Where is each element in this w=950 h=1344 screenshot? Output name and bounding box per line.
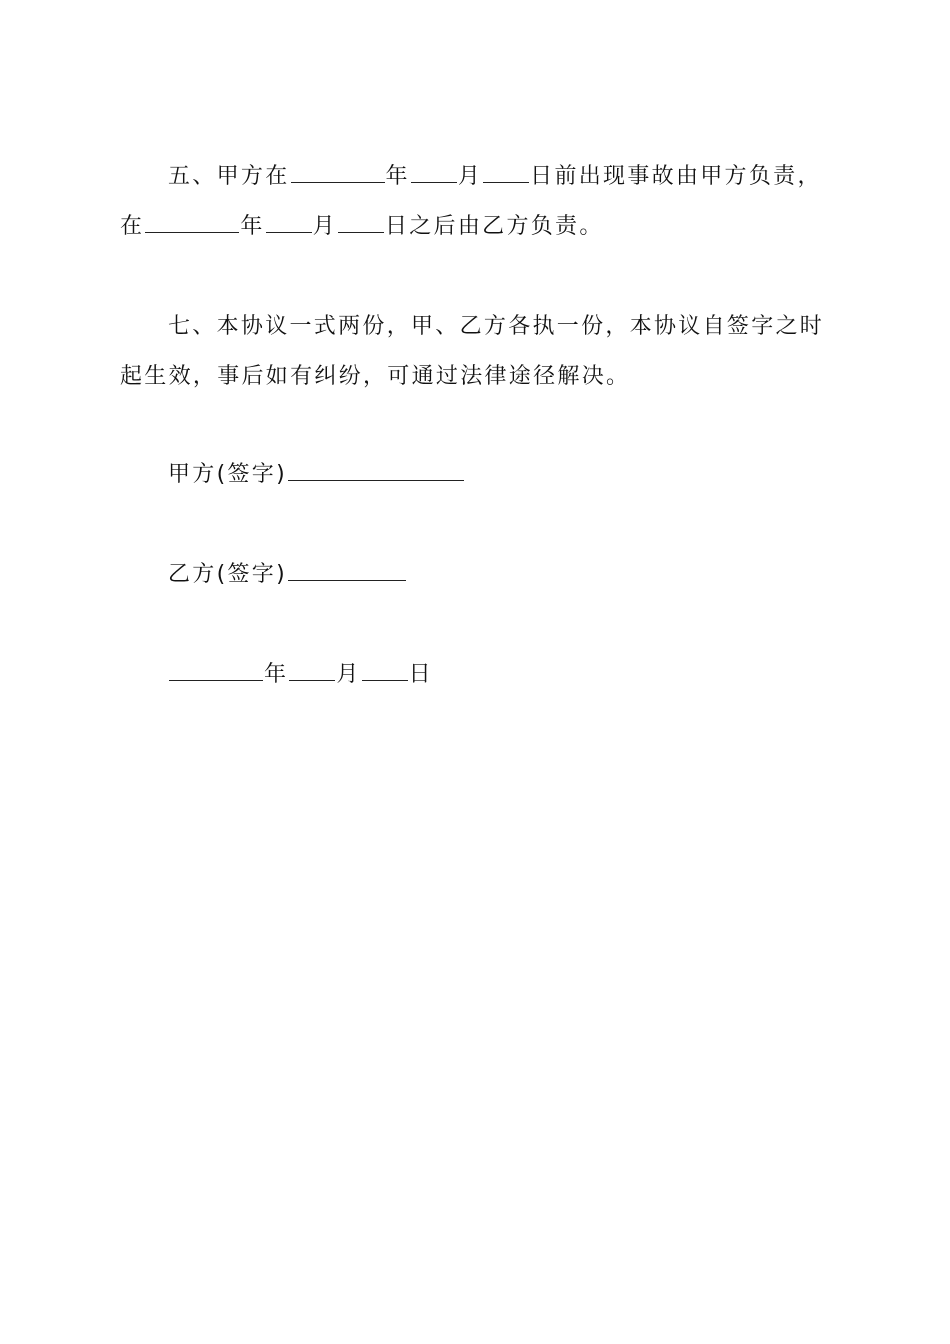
party-a-signature [168, 460, 465, 490]
year-label: 年 [240, 214, 265, 239]
clause-5-line-2 [120, 212, 604, 242]
year-label: 年 [385, 164, 410, 189]
year-blank[interactable] [145, 212, 239, 233]
date-month-label: 月 [336, 662, 361, 687]
clause-5-line-2-suffix: 日之后由乙方负责。 [384, 214, 604, 239]
clause-7-line-2: 起生效，事后如有纠纷，可通过法律途径解决。 [120, 364, 631, 389]
clause-7-line-1: 七、本协议一式两份，甲、乙方各执一份，本协议自签字之时 [168, 314, 825, 339]
party-b-signature-blank[interactable] [288, 560, 406, 581]
party-a-signature-blank[interactable] [288, 460, 464, 481]
date-day-blank[interactable] [362, 660, 408, 681]
clause-5-suffix: 日前出现事故由甲方负责， [530, 164, 822, 189]
month-label: 月 [457, 164, 483, 189]
clause-5-line-1 [168, 162, 822, 192]
party-b-label: 乙方(签字) [168, 562, 287, 587]
date-day-label: 日 [408, 662, 433, 687]
signing-date [168, 660, 433, 690]
year-blank[interactable] [291, 162, 385, 183]
month-blank[interactable] [266, 212, 312, 233]
party-b-signature [168, 560, 407, 590]
clause-5-line-2-prefix: 在 [120, 214, 145, 239]
day-blank[interactable] [483, 162, 529, 183]
clause-5-prefix: 五、甲方在 [168, 164, 290, 189]
date-month-blank[interactable] [289, 660, 335, 681]
party-a-label: 甲方(签字) [168, 462, 287, 487]
day-blank[interactable] [338, 212, 384, 233]
month-blank[interactable] [411, 162, 457, 183]
date-year-blank[interactable] [169, 660, 263, 681]
date-year-label: 年 [264, 662, 289, 687]
month-label: 月 [312, 214, 337, 239]
